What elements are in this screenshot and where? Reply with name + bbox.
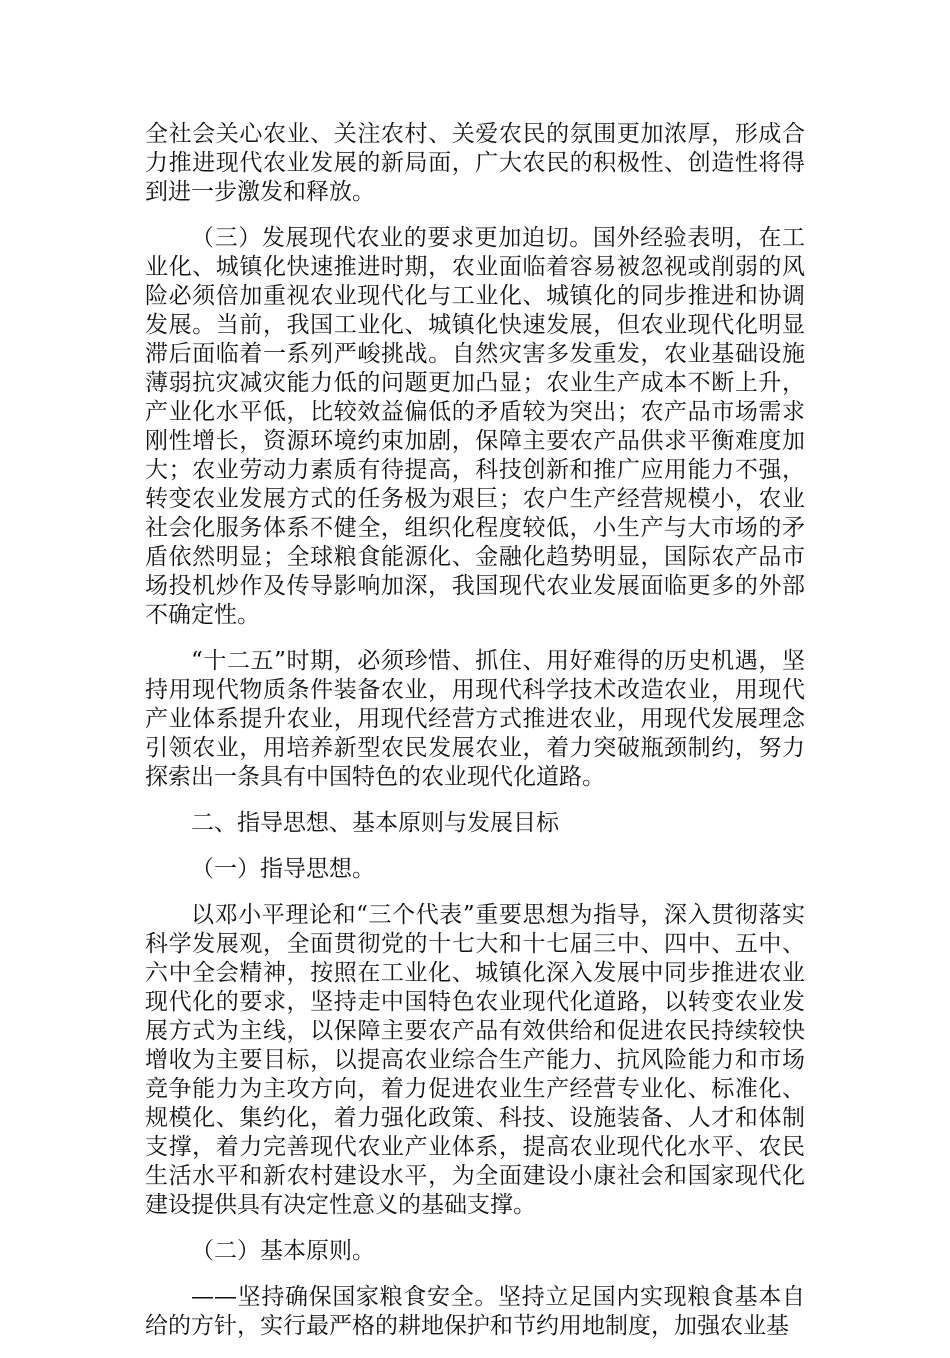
subheading-basic-principles: （二）基本原则。 (191, 1238, 375, 1264)
paragraph-section-three: （三）发展现代农业的要求更加迫切。国外经验表明，在工业化、城镇化快速推进时期，农业面临着容易被忽视或削弱的风险必须倍加重视农业现代化与工业化、城镇化的同步推进和协调发展。当前，我国工业化、城镇化快速发展，但农业现代化明显滞后面临着一系列严峻挑战。自然灾害多发重发，农业基础设施薄弱抗灾减灾能力低的问题更加凸显；农业生产成本不断上升，产业化水平低，比较效益偏低的矛盾较为突出；农产品市场需求刚性增长，资源环境约束加剧，保障主要农产品供求平衡难度加大；农业劳动力素质有待提高，科技创新和推广应用能力不强，转变农业发展方式的任务极为艰巨；农户生产经营规模小，农业社会化服务体系不健全，组织化程度较低，小生产与大市场的矛盾依然明显；全球粮食能源化、金融化趋势明显，国际农产品市场投机炒作及传导影响加深，我国现代农业发展面临更多的外部不确定性。 (145, 225, 805, 628)
paragraph-twelfth-five-year: “十二五”时期，必须珍惜、抓住、用好难得的历史机遇，坚持用现代物质条件装备农业，用现代科学技术改造农业，用现代产业体系提升农业，用现代经营方式推进农业，用现代发展理念引领农业，用培养新型农民发展农业，着力突破瓶颈制约，努力探索出一条具有中国特色的农业现代化道路。 (145, 648, 805, 790)
paragraph-food-security: ——坚持确保国家粮食安全。坚持立足国内实现粮食基本自给的方针，实行最严格的耕地保护和节约用地制度，加强农业基 (145, 1284, 805, 1339)
paragraph-continuation: 全社会关心农业、关注农村、关爱农民的氛围更加浓厚，形成合力推进现代农业发展的新局面，广大农民的积极性、创造性将得到进一步激发和释放。 (145, 121, 805, 205)
document-body (145, 120, 805, 1358)
subheading-guiding-thought: （一）指导思想。 (191, 856, 375, 882)
section-heading-guiding-principles: 二、指导思想、基本原则与发展目标 (191, 810, 559, 836)
paragraph-guiding-thought: 以邓小平理论和“三个代表”重要思想为指导，深入贯彻落实科学发展观，全面贯彻党的十七大和十七届三中、四中、五中、六中全会精神，按照在工业化、城镇化深入发展中同步推进农业现代化的要求，坚持走中国特色农业现代化道路，以转变农业发展方式为主线，以保障主要农产品有效供给和促进农民持续较快增收为主要目标，以提高农业综合生产能力、抗风险能力和市场竞争能力为主攻方向，着力促进农业生产经营专业化、标准化、规模化、集约化，着力强化政策、科技、设施装备、人才和体制支撑，着力完善现代农业产业体系，提高农业现代化水平、农民生活水平和新农村建设水平，为全面建设小康社会和国家现代化建设提供具有决定性意义的基础支撑。 (145, 902, 805, 1218)
